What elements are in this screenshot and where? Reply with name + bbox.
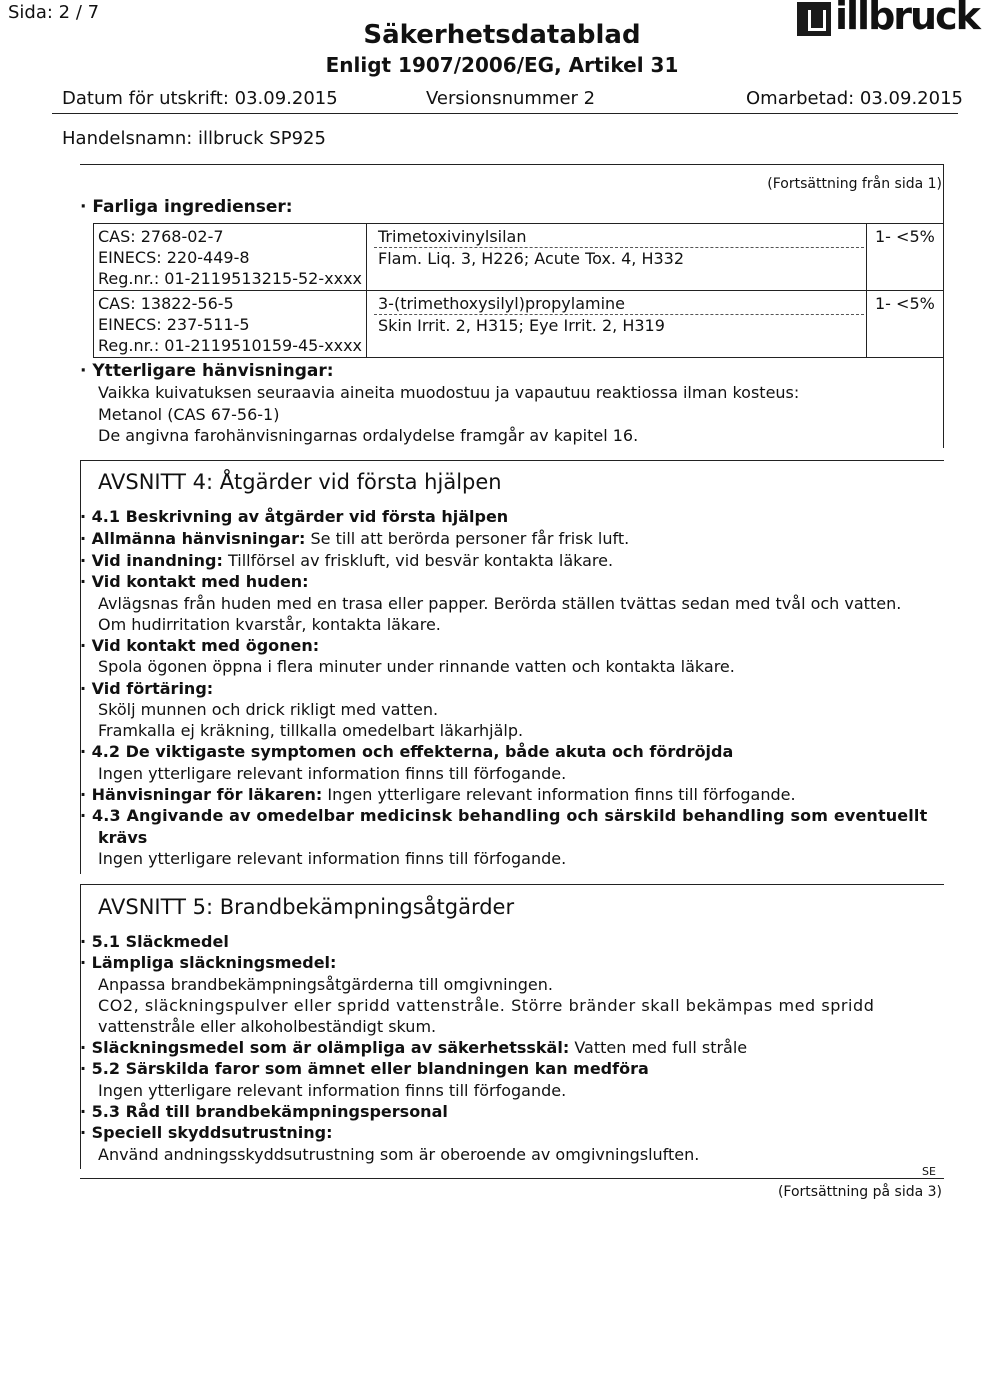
table-row-classification: Skin Irrit. 2, H315; Eye Irrit. 2, H319 [378, 316, 665, 335]
suitable-media-label: · Lämpliga släckningsmedel: [80, 953, 337, 972]
unsuitable-media-label: · Släckningsmedel som är olämpliga av säkerhetsskäl: [80, 1038, 570, 1057]
table-row-substance: Trimetoxivinylsilan [378, 227, 527, 246]
logo-mark-icon [797, 2, 831, 36]
unsuitable-media-text: Vatten med full stråle [569, 1038, 748, 1057]
doctor-notes-text: Ingen ytterligare relevant information finns till förfogande. [322, 785, 796, 804]
table-row-divider [94, 290, 366, 291]
protective-equipment-text: Använd andningsskyddsutrustning som är oberoende av omgivningsluften. [98, 1145, 700, 1164]
table-row-concentration: 1- <5% [875, 227, 935, 246]
doctor-notes [80, 785, 796, 804]
subsection-5-1: · 5.1 Släckmedel [80, 932, 229, 951]
inhalation-advice [80, 551, 613, 570]
additional-info-heading: · Ytterligare hänvisningar: [80, 361, 334, 381]
general-advice-label: · Allmänna hänvisningar: [80, 529, 306, 548]
footer-rule [80, 1178, 944, 1179]
ingestion-label: · Vid förtäring: [80, 679, 214, 698]
inhalation-label: · Vid inandning: [80, 551, 223, 570]
additional-info-line: Metanol (CAS 67-56-1) [98, 405, 280, 424]
inhalation-text: Tillförsel av friskluft, vid besvär kontakta läkare. [222, 551, 614, 570]
section5-top-rule [80, 884, 944, 885]
section5-title: AVSNITT 5: Brandbekämpningsåtgärder [98, 895, 515, 919]
general-advice-text: Se till att berörda personer får frisk luft. [305, 529, 630, 548]
dashed-divider [374, 247, 864, 248]
table-row-einecs: EINECS: 220-449-8 [98, 248, 250, 267]
print-date: Datum för utskrift: 03.09.2015 [62, 88, 338, 109]
ingredients-table [93, 223, 944, 358]
table-row-einecs: EINECS: 237-511-5 [98, 315, 250, 334]
table-row-divider [866, 290, 943, 291]
additional-info-line: Vaikka kuivatuksen seuraavia aineita muodostuu ja vapautuu reaktiossa ilman kosteus: [98, 383, 800, 402]
frame-top-rule [80, 164, 944, 165]
revised-date: Omarbetad: 03.09.2015 [746, 88, 963, 109]
dashed-divider [374, 314, 864, 315]
suitable-media-text: CO2, släckningspulver eller spridd vattenstråle. Större bränder skall bekämpas med spridd [98, 996, 875, 1015]
table-row-substance: 3-(trimethoxysilyl)propylamine [378, 294, 626, 313]
eye-contact-text: Spola ögonen öppna i flera minuter under rinnande vatten och kontakta läkare. [98, 657, 735, 676]
table-row-cas: CAS: 2768-02-7 [98, 227, 224, 246]
continued-from: (Fortsättning från sida 1) [767, 176, 942, 192]
eye-contact-label: · Vid kontakt med ögonen: [80, 636, 320, 655]
general-advice [80, 529, 629, 548]
subsection-4-3-cont: krävs [98, 828, 148, 847]
ingestion-text: Framkalla ej kräkning, tillkalla omedelbart läkarhjälp. [98, 721, 524, 740]
protective-equipment-label: · Speciell skyddsutrustning: [80, 1123, 333, 1142]
version-number: Versionsnummer 2 [426, 88, 596, 109]
page-number: Sida: 2 / 7 [8, 2, 100, 23]
subsection-5-2-text: Ingen ytterligare relevant information finns till förfogande. [98, 1081, 567, 1100]
logo-text: illbruck [835, 0, 979, 38]
suitable-media-text: Anpassa brandbekämpningsåtgärderna till omgivningen. [98, 975, 553, 994]
subsection-4-2-text: Ingen ytterligare relevant information finns till förfogande. [98, 764, 567, 783]
section4-title: AVSNITT 4: Åtgärder vid första hjälpen [98, 470, 502, 494]
table-row-divider [366, 290, 866, 291]
subsection-4-3-text: Ingen ytterligare relevant information finns till förfogande. [98, 849, 567, 868]
subsection-4-3: · 4.3 Angivande av omedelbar medicinsk behandling och särskild behandling som eventuellt [80, 806, 928, 825]
document-subtitle: Enligt 1907/2006/EG, Artikel 31 [325, 53, 679, 77]
skin-contact-label: · Vid kontakt med huden: [80, 572, 309, 591]
hazardous-ingredients-heading: · Farliga ingredienser: [80, 197, 293, 217]
doctor-notes-label: · Hänvisningar för läkaren: [80, 785, 323, 804]
table-row-concentration: 1- <5% [875, 294, 935, 313]
additional-info-line: De angivna farohänvisningarnas ordalydelse framgår av kapitel 16. [98, 426, 639, 445]
table-row-reg: Reg.nr.: 01-2119510159-45-xxxx [98, 336, 363, 355]
subsection-5-2: · 5.2 Särskilda faror som ämnet eller blandningen kan medföra [80, 1059, 649, 1078]
header-divider [52, 113, 958, 114]
continued-to: (Fortsättning på sida 3) [777, 1184, 942, 1200]
table-row-reg: Reg.nr.: 01-2119513215-52-xxxx [98, 269, 363, 288]
subsection-4-1: · 4.1 Beskrivning av åtgärder vid första hjälpen [80, 507, 509, 526]
skin-contact-text: Om hudirritation kvarstår, kontakta läkare. [98, 615, 441, 634]
subsection-5-3: · 5.3 Råd till brandbekämpningspersonal [80, 1102, 448, 1121]
table-row-classification: Flam. Liq. 3, H226; Acute Tox. 4, H332 [378, 249, 685, 268]
unsuitable-media [80, 1038, 747, 1057]
language-code: SE [922, 1165, 936, 1178]
skin-contact-text: Avlägsnas från huden med en trasa eller papper. Berörda ställen tvättas sedan med tvål och vatten. [98, 594, 902, 613]
table-row-cas: CAS: 13822-56-5 [98, 294, 234, 313]
ingestion-text: Skölj munnen och drick rikligt med vatten. [98, 700, 439, 719]
subsection-4-2: · 4.2 De viktigaste symptomen och effekterna, både akuta och fördröjda [80, 742, 734, 761]
section4-top-rule [80, 460, 944, 461]
company-logo [797, 0, 979, 40]
document-title: Säkerhetsdatablad [363, 20, 641, 50]
trade-name: Handelsnamn: illbruck SP925 [62, 128, 326, 149]
suitable-media-text: vattenstråle eller alkoholbeständigt skum. [98, 1017, 437, 1036]
